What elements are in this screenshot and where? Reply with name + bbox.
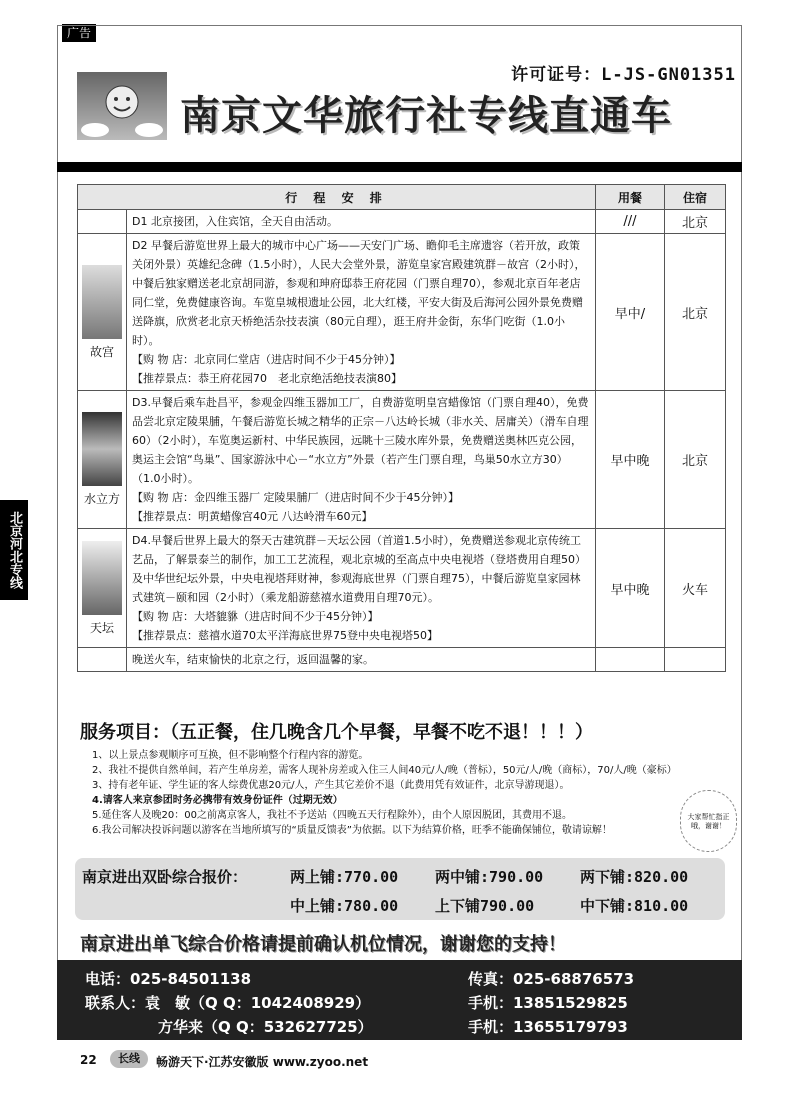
stay-cell: 北京 — [665, 391, 726, 529]
service-item: 2、我社不提供自然单间，若产生单房差，需客人现补房差或入住三人间40元/人/晚（普标），50元/人/晚（商标），70/人/晚（豪标） — [92, 765, 677, 776]
table-header-row — [78, 185, 726, 210]
image-cell — [78, 234, 127, 391]
stay-cell — [665, 648, 726, 672]
price-label: 南京进出双卧综合报价： — [82, 868, 248, 886]
divider-bar — [57, 162, 742, 172]
day-desc — [127, 391, 596, 529]
section-pill: 长线 — [110, 1050, 148, 1068]
single-flight-note: 南京进出单飞综合价格请提前确认机位情况，谢谢您的支持！ — [80, 934, 566, 955]
day-desc — [127, 234, 596, 391]
price-up-low: 上下铺790.00 — [435, 897, 535, 915]
fax: 传真：025-68876573 — [468, 970, 635, 988]
image-cell — [78, 529, 127, 648]
headline: 南京文华旅行社专线直通车 — [180, 93, 672, 139]
image-cell — [78, 648, 127, 672]
sun-logo-icon — [77, 72, 167, 140]
image-cell — [78, 391, 127, 529]
table-row — [78, 529, 726, 648]
meal-cell: 早中/ — [596, 234, 665, 391]
license-number: 许可证号：L-JS-GN01351 — [511, 65, 736, 85]
price-lower: 两下铺:820.00 — [580, 868, 689, 886]
image-label: 水立方 — [83, 492, 120, 506]
shop-note: 【购 物 店：金四维玉器厂 定陵果脯厂（进店时间不少于45分钟）】 — [132, 491, 459, 504]
route-sidebar: 北京河北专线 — [0, 500, 28, 600]
service-item: 4.请客人来京参团时务必携带有效身份证件（过期无效） — [92, 795, 343, 806]
desc-text: D4.早餐后世界上最大的祭天古建筑群－天坛公园（首道1.5小时），免费赠送参观北京传统工艺品，了解景泰兰的制作，加工工艺流程，观北京城的至高点中央电视塔（登塔费用自理50）及中华世纪坛外景，中央电视塔拜财神，参观海底世界（门票自理75），中餐后游览皇家园林式建筑－颐和园（2小时）（乘龙船游慈禧水道费用自理70元）。 — [132, 534, 586, 604]
service-list — [92, 748, 732, 838]
mobile-2: 手机：13655179793 — [468, 1018, 628, 1036]
ad-label: 广告 — [62, 24, 96, 42]
table-row — [78, 391, 726, 529]
recommend-note: 【推荐景点：恭王府花园70 老北京绝活绝技表演80】 — [132, 372, 402, 385]
meal-cell: /// — [596, 210, 665, 234]
day-desc: D1 北京接团，入住宾馆，全天自由活动。 — [127, 210, 596, 234]
day-desc: 晚送火车，结束愉快的北京之行，返回温馨的家。 — [127, 648, 596, 672]
table-row — [78, 210, 726, 234]
image-cell — [78, 210, 127, 234]
desc-text: D2 早餐后游览世界上最大的城市中心广场——天安门广场、瞻仰毛主席遗容（若开放，政策关闭外景）英雄纪念碑（1.5小时），人民大会堂外景，游览皇家宫殿建筑群－故宫（2小时），中餐后独家赠送老北京胡同游，参观和珅府邸恭王府花园（门票自理70），参观北京百年老店同仁堂，免费健康咨询。车览皇城根遗址公园，北大红楼，平安大街及后海河公园外景免费赠送降旗，欣赏老北京天桥绝活杂技表演（80元自理），逛王府井金街，东华门吃街（1.0小时）。 — [132, 239, 586, 347]
price-upper: 两上铺:770.00 — [290, 868, 399, 886]
price-middle: 两中铺:790.00 — [435, 868, 544, 886]
mascot-icon — [680, 790, 737, 852]
shop-note: 【购 物 店：北京同仁堂店（进店时间不少于45分钟）】 — [132, 353, 401, 366]
service-title: 服务项目：（五正餐，住几晚含几个早餐，早餐不吃不退！！！） — [80, 722, 593, 743]
temple-of-heaven-photo — [82, 541, 122, 615]
service-item: 1、以上景点参观顺序可互换，但不影响整个行程内容的游览。 — [92, 750, 369, 761]
itinerary-table — [77, 184, 726, 672]
meal-cell — [596, 648, 665, 672]
mobile-1: 手机：13851529825 — [468, 994, 628, 1012]
water-cube-photo — [82, 412, 122, 486]
desc-text: D3.早餐后乘车赴昌平，参观金四维玉器加工厂，自费游览明皇宫蜡像馆（门票自理40），免费品尝北京定陵果脯，午餐后游览长城之精华的正宗－八达岭长城（非水关、居庸关）（滑车自理60）（2小时），车览奥运新村、中华民族园，远眺十三陵水库外景，免费赠送奥林匹克公园，奥运主会馆“鸟巢”、国家游泳中心－“水立方”外景（若产生门票自理，鸟巢50水立方30）（1.0小时）。 — [132, 396, 589, 485]
meal-cell: 早中晚 — [596, 529, 665, 648]
stay-cell: 北京 — [665, 210, 726, 234]
image-label: 故宫 — [89, 344, 114, 359]
stay-cell: 北京 — [665, 234, 726, 391]
recommend-note: 【推荐景点：慈禧水道70太平洋海底世界75登中央电视塔50】 — [132, 629, 438, 642]
service-item: 5.延住客人及晚20：00之前离京客人，我社不予送站（四晚五天行程除外），由个人原因脱团，其费用不退。 — [92, 810, 572, 821]
footer-text: 畅游天下·江苏安徽版 www.zyoo.net — [156, 1055, 369, 1069]
day-desc — [127, 529, 596, 648]
table-row — [78, 234, 726, 391]
price-mid-low: 中下铺:810.00 — [580, 897, 689, 915]
phone: 电话：025-84501138 — [85, 970, 252, 988]
table-row — [78, 648, 726, 672]
stay-cell: 火车 — [665, 529, 726, 648]
contact-person-2: 方华来（Q Q：532627725） — [158, 1018, 373, 1036]
header-stay: 住宿 — [665, 185, 726, 210]
forbidden-city-photo — [82, 265, 122, 339]
header-meal: 用餐 — [596, 185, 665, 210]
shop-note: 【购 物 店：大塔貔貅（进店时间不少于45分钟）】 — [132, 610, 379, 623]
page-number: 22 — [80, 1053, 97, 1067]
meal-cell: 早中晚 — [596, 391, 665, 529]
price-mid-upper: 中上铺:780.00 — [290, 897, 399, 915]
contact-person-1: 联系人：袁 敏（Q Q：1042408929） — [85, 994, 371, 1012]
mascot-caption: 大家帮忙指正哦，谢谢！ — [687, 813, 730, 830]
recommend-note: 【推荐景点：明黄蜡像宫40元 八达岭滑车60元】 — [132, 510, 373, 523]
image-label: 天坛 — [89, 620, 114, 635]
header-itinerary: 行 程 安 排 — [78, 185, 596, 210]
service-item: 3、持有老年证、学生证的客人综费优惠20元/人，产生其它差价不退（此费用凭有效证件，北京导游现退）。 — [92, 780, 570, 791]
service-item: 6.我公司解决投诉问题以游客在当地所填写的“质量反馈表”为依据。以下为结算价格，旺季不能确保铺位，敬请谅解！ — [92, 825, 612, 836]
